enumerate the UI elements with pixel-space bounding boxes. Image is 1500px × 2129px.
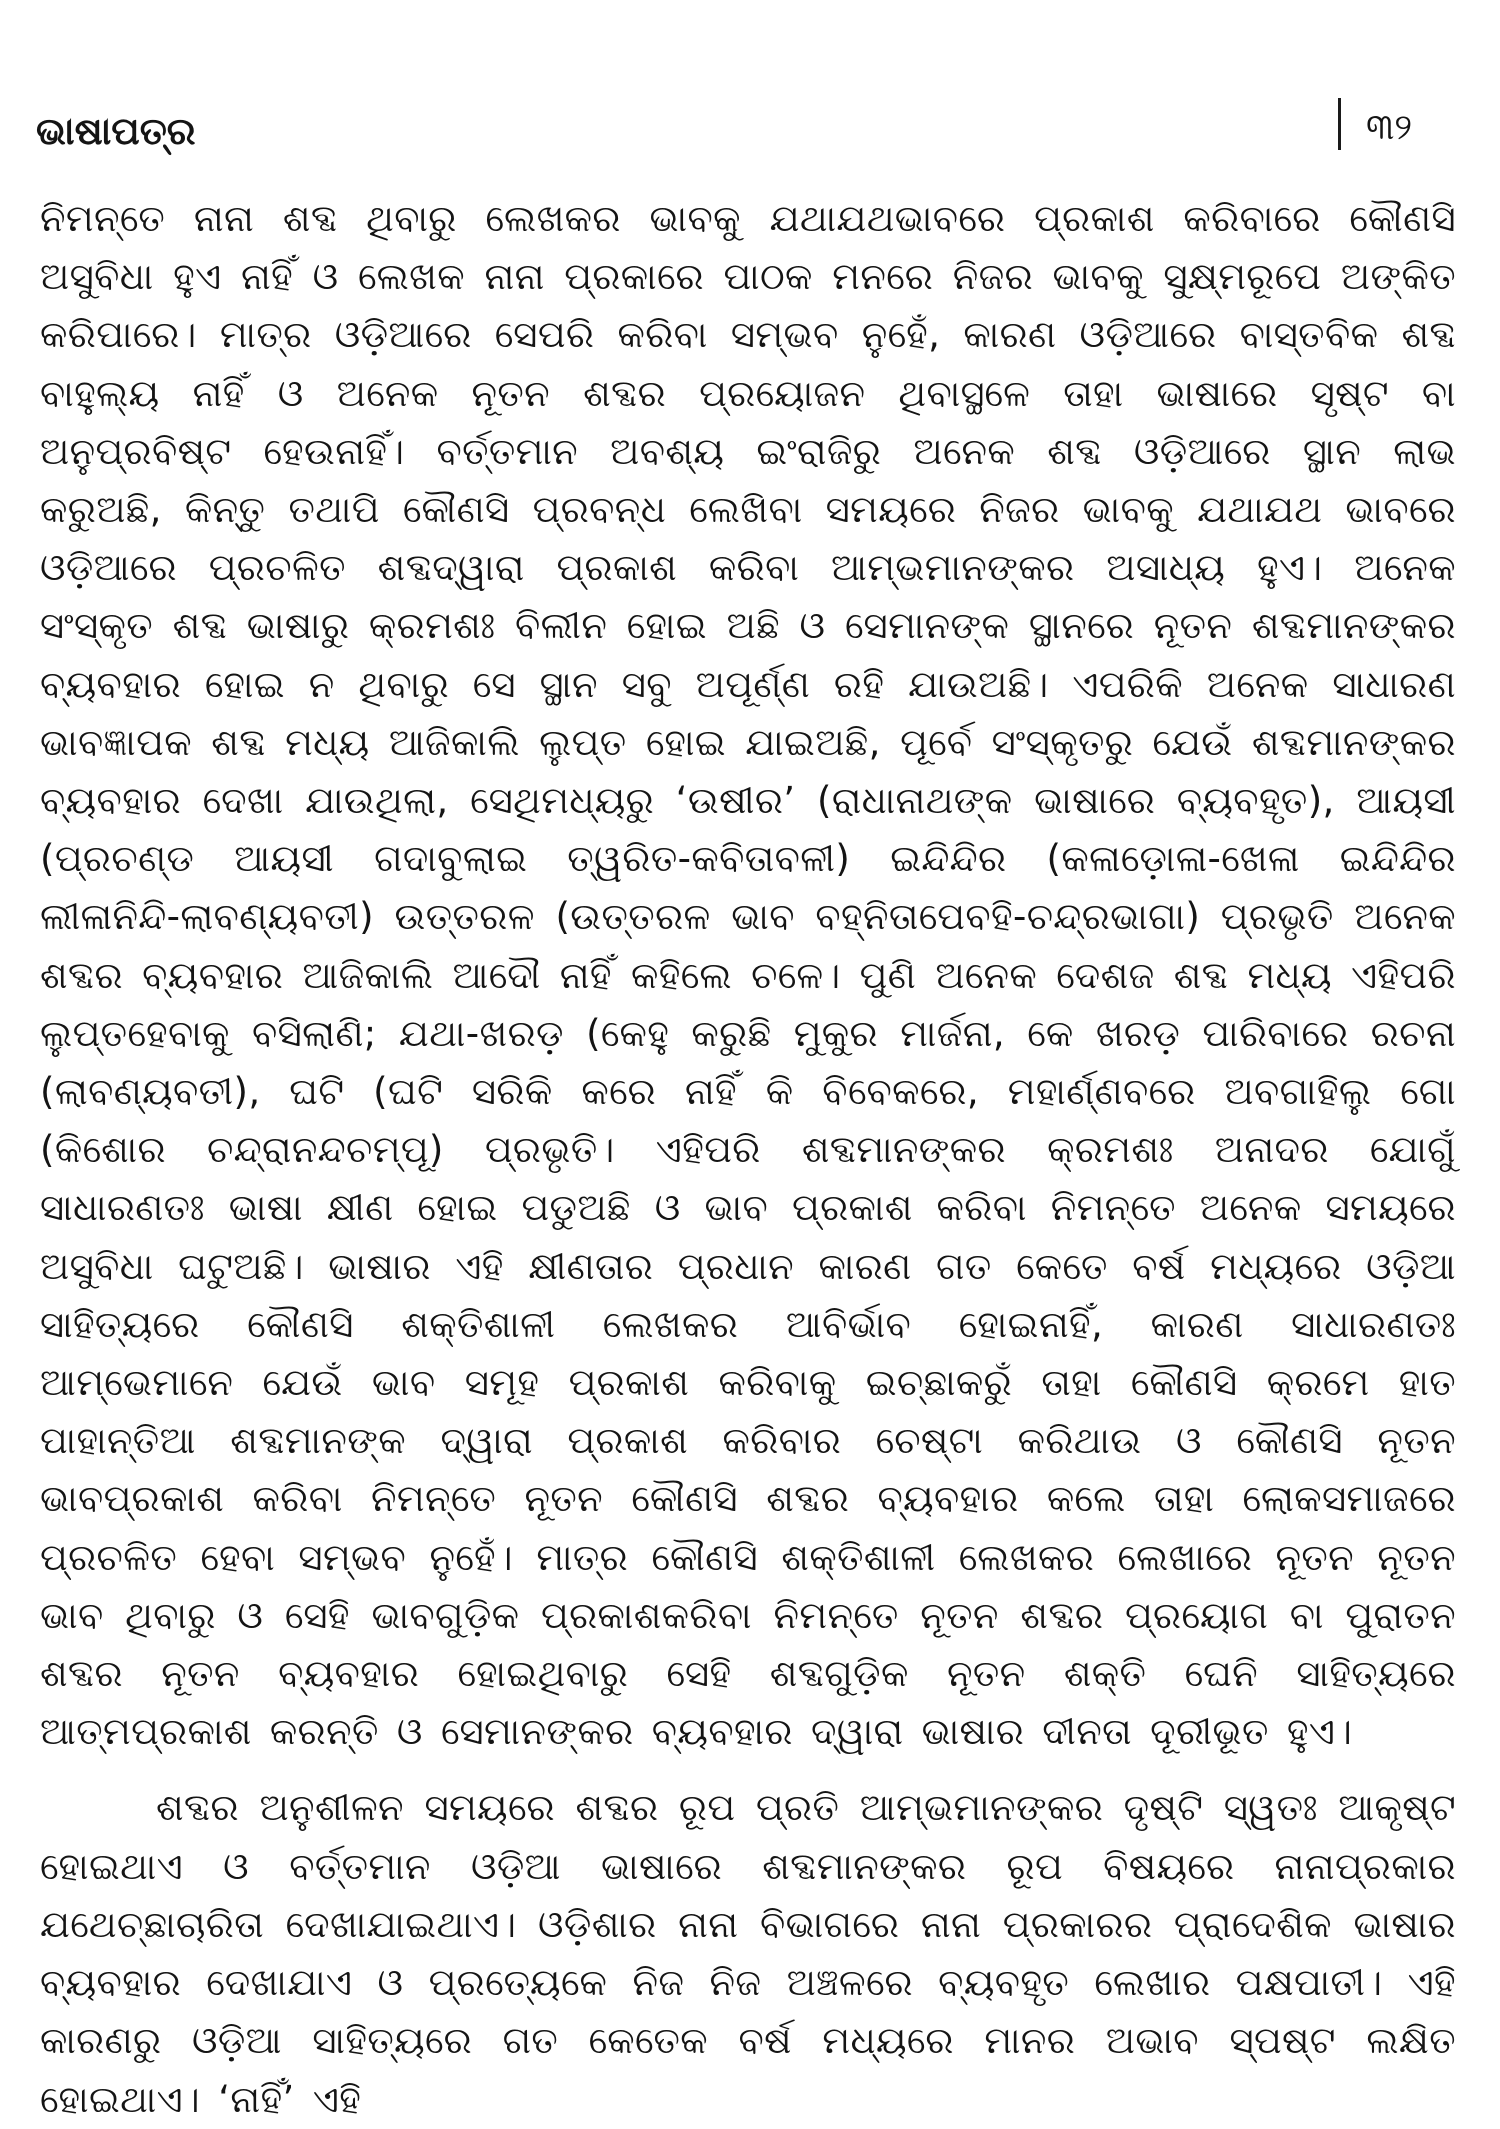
header-divider [1338,98,1341,150]
body-text [40,190,1456,2129]
paragraph-1: ନିମନ୍ତେ ନାନା ଶବ୍ଦ ଥିବାରୁ ଲେଖକର ଭାବକୁ ଯଥାଯଥଭାବରେ ପ୍ରକାଶ କରିବାରେ କୌଣସି ଅସୁବିଧା ହୁଏ ନାହିଁ ଓ ଲେଖକ ନାନା ପ୍ରକାରେ ପାଠକ ମନରେ ନିଜର ଭାବକୁ ସୁକ୍ଷ୍ମରୂପେ ଅଙ୍କିତ କରିପାରେ। ମାତ୍ର ଓଡ଼ିଆରେ ସେପରି କରିବା ସମ୍ଭବ ନୁହେଁ, କାରଣ ଓଡ଼ିଆରେ ବାସ୍ତବିକ ଶବ୍ଦ ବାହୁଲ୍ୟ ନାହିଁ ଓ ଅନେକ ନୂତନ ଶବ୍ଦର ପ୍ରୟୋଜନ ଥିବାସ୍ଥଳେ ତାହା ଭାଷାରେ ସୃଷ୍ଟ ବା ଅନୁପ୍ରବିଷ୍ଟ ହେଉନାହିଁ। ବର୍ତ୍ତମାନ ଅବଶ୍ୟ ଇଂରାଜିରୁ ଅନେକ ଶବ୍ଦ ଓଡ଼ିଆରେ ସ୍ଥାନ ଲାଭ କରୁଅଛି, କିନ୍ତୁ ତଥାପି କୌଣସି ପ୍ରବନ୍ଧ ଲେଖିବା ସମୟରେ ନିଜର ଭାବକୁ ଯଥାଯଥ ଭାବରେ ଓଡ଼ିଆରେ ପ୍ରଚଳିତ ଶବ୍ଦଦ୍ୱାରା ପ୍ରକାଶ କରିବା ଆମ୍ଭମାନଙ୍କର ଅସାଧ୍ୟ ହୁଏ। ଅନେକ ସଂସ୍କୃତ ଶବ୍ଦ ଭାଷାରୁ କ୍ରମଶଃ ବିଲୀନ ହୋଇ ଅଛି ଓ ସେମାନଙ୍କ ସ୍ଥାନରେ ନୂତନ ଶବ୍ଦମାନଙ୍କର ବ୍ୟବହାର ହୋଇ ନ ଥିବାରୁ ସେ ସ୍ଥାନ ସବୁ ଅପୂର୍ଣ୍ଣ ରହି ଯାଉଅଛି। ଏପରିକି ଅନେକ ସାଧାରଣ ଭାବଜ୍ଞାପକ ଶବ୍ଦ ମଧ୍ୟ ଆଜିକାଲି ଲୁପ୍ତ ହୋଇ ଯାଇଅଛି, ପୂର୍ବେ ସଂସ୍କୃତରୁ ଯେଉଁ ଶବ୍ଦମାନଙ୍କର ବ୍ୟବହାର ଦେଖା ଯାଉଥିଲା, ସେଥିମଧ୍ୟରୁ ‘ଉଷୀର’ (ରାଧାନାଥଙ୍କ ଭାଷାରେ ବ୍ୟବହୃତ), ଆୟସୀ (ପ୍ରଚଣ୍ଡ ଆୟସୀ ଗଦାବୁଲାଇ ତ୍ୱରିତ-କବିତାବଳୀ) ଇନ୍ଦିନ୍ଦିର (କଳାଡ଼ୋଳା-ଖେଳା ଇନ୍ଦିନ୍ଦିର ଲୀଳାନିନ୍ଦି-ଲାବଣ୍ୟବତୀ) ଉତ୍ତରଳ (ଉତ୍ତରଳ ଭାବ ବହ୍ନିତାପେବହି-ଚନ୍ଦ୍ରଭାଗା) ପ୍ରଭୃତି ଅନେକ ଶବ୍ଦର ବ୍ୟବହାର ଆଜିକାଲି ଆଦୌ ନାହିଁ କହିଲେ ଚଳେ। ପୁଣି ଅନେକ ଦେଶଜ ଶବ୍ଦ ମଧ୍ୟ ଏହିପରି ଲୁପ୍ତହେବାକୁ ବସିଲାଣି; ଯଥା-ଖରଡ଼ (କେହୁ କରୁଛି ମୁକୁର ମାର୍ଜନା, କେ ଖରଡ଼ ପାରିବାରେ ରଚନା (ଲାବଣ୍ୟବତୀ), ଘଟି (ଘଟି ସରିକି କରେ ନାହିଁ କି ବିବେକରେ, ମହାର୍ଣ୍ଣବରେ ଅବଗାହିଲୁ ଗୋ (କିଶୋର ଚନ୍ଦ୍ରାନନ୍ଦଚମ୍ପୂ) ପ୍ରଭୃତି। ଏହିପରି ଶବ୍ଦମାନଙ୍କର କ୍ରମଶଃ ଅନାଦର ଯୋଗୁଁ ସାଧାରଣତଃ ଭାଷା କ୍ଷୀଣ ହୋଇ ପଡୁଅଛି ଓ ଭାବ ପ୍ରକାଶ କରିବା ନିମନ୍ତେ ଅନେକ ସମୟରେ ଅସୁବିଧା ଘଟୁଅଛି। ଭାଷାର ଏହି କ୍ଷୀଣତାର ପ୍ରଧାନ କାରଣ ଗତ କେତେ ବର୍ଷ ମଧ୍ୟରେ ଓଡ଼ିଆ ସାହିତ୍ୟରେ କୌଣସି ଶକ୍ତିଶାଳୀ ଲେଖକର ଆବିର୍ଭାବ ହୋଇନାହିଁ, କାରଣ ସାଧାରଣତଃ ଆମ୍ଭେମାନେ ଯେଉଁ ଭାବ ସମୂହ ପ୍ରକାଶ କରିବାକୁ ଇଚ୍ଛାକରୁଁ ତାହା କୌଣସି କ୍ରମେ ହାତ ପାହାନ୍ତିଆ ଶବ୍ଦମାନଙ୍କ ଦ୍ୱାରା ପ୍ରକାଶ କରିବାର ଚେଷ୍ଟା କରିଥାଉ ଓ କୌଣସି ନୂତନ ଭାବପ୍ରକାଶ କରିବା ନିମନ୍ତେ ନୂତନ କୌଣସି ଶବ୍ଦର ବ୍ୟବହାର କଲେ ତାହା ଲୋକସମାଜରେ ପ୍ରଚଳିତ ହେବା ସମ୍ଭବ ନୁହେଁ। ମାତ୍ର କୌଣସି ଶକ୍ତିଶାଳୀ ଲେଖକର ଲେଖାରେ ନୂତନ ନୂତନ ଭାବ ଥିବାରୁ ଓ ସେହି ଭାବଗୁଡ଼ିକ ପ୍ରକାଶକରିବା ନିମନ୍ତେ ନୂତନ ଶବ୍ଦର ପ୍ରୟୋଗ ବା ପୁରାତନ ଶବ୍ଦର ନୂତନ ବ୍ୟବହାର ହୋଇଥିବାରୁ ସେହି ଶବ୍ଦଗୁଡ଼ିକ ନୂତନ ଶକ୍ତି ଘେନି ସାହିତ୍ୟରେ ଆତ୍ମପ୍ରକାଶ କରନ୍ତି ଓ ସେମାନଙ୍କର ବ୍ୟବହାର ଦ୍ୱାରା ଭାଷାର ଦୀନତା ଦୂରୀଭୂତ ହୁଏ। [40,197,1456,1754]
page-number: ୩୨ [1366,107,1413,148]
running-title: ଭାଷାପତ୍ର [36,109,196,153]
page-header [36,96,1460,160]
paragraph-2: ଶବ୍ଦର ଅନୁଶୀଳନ ସମୟରେ ଶବ୍ଦର ରୂପ ପ୍ରତି ଆମ୍ଭମାନଙ୍କର ଦୃଷ୍ଟି ସ୍ୱତଃ ଆକୃଷ୍ଟ ହୋଇଥାଏ ଓ ବର୍ତ୍ତମାନ ଓଡ଼ିଆ ଭାଷାରେ ଶବ୍ଦମାନଙ୍କର ରୂପ ବିଷୟରେ ନାନାପ୍ରକାର ଯଥେଚ୍ଛାଚାରିତା ଦେଖାଯାଇଥାଏ। ଓଡ଼ିଶାର ନାନା ବିଭାଗରେ ନାନା ପ୍ରକାରର ପ୍ରାଦେଶିକ ଭାଷାର ବ୍ୟବହାର ଦେଖାଯାଏ ଓ ପ୍ରତ୍ୟେକେ ନିଜ ନିଜ ଅଞ୍ଚଳରେ ବ୍ୟବହୃତ ଲେଖାର ପକ୍ଷପାତୀ। ଏହି କାରଣରୁ ଓଡ଼ିଆ ସାହିତ୍ୟରେ ଗତ କେତେକ ବର୍ଷ ମଧ୍ୟରେ ମାନର ଅଭାବ ସ୍ପଷ୍ଟ ଲକ୍ଷିତ ହୋଇଥାଏ। ‘ନାହିଁ’ ଏହି [40,1786,1456,2121]
